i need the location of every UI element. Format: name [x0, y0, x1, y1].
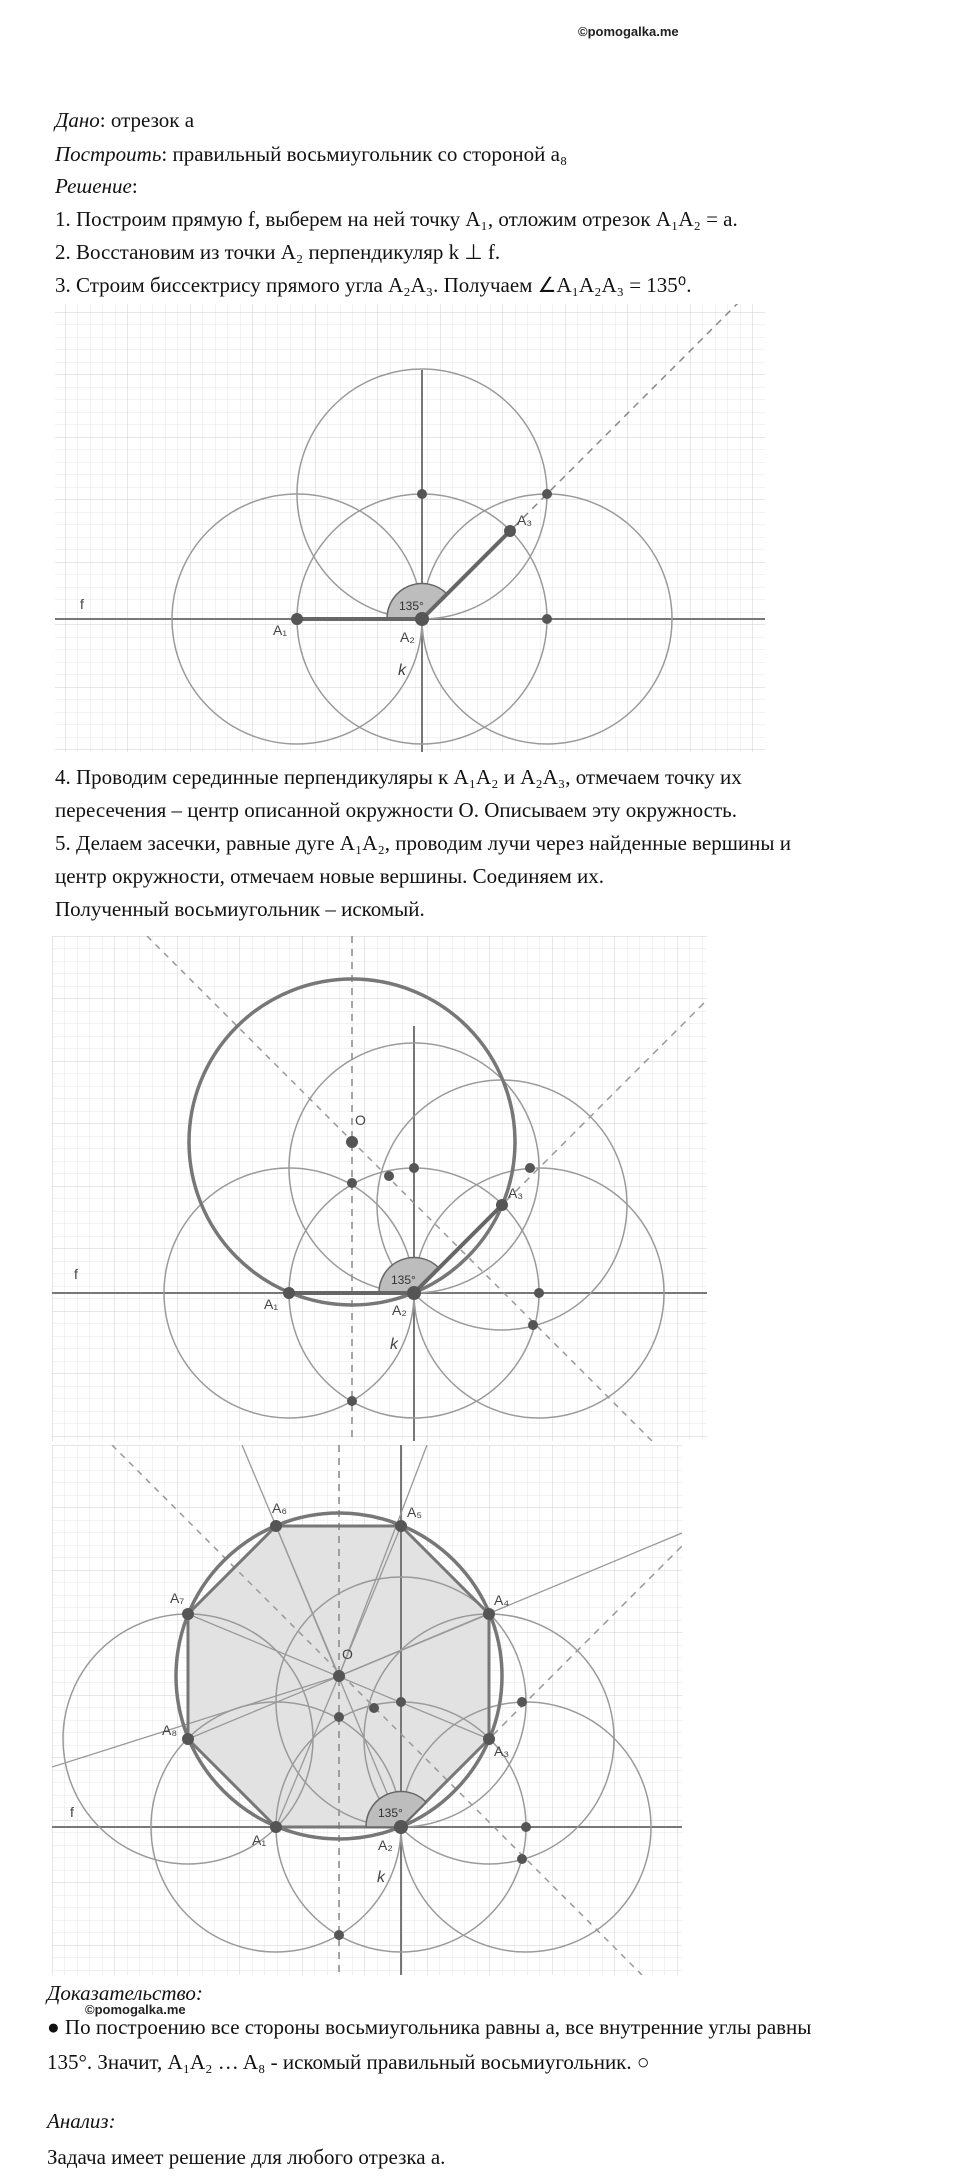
label-a2: A₂ [400, 629, 415, 645]
result-line: Полученный восьмиугольник – искомый. [55, 897, 425, 921]
point-a2 [415, 612, 429, 626]
label-a2: A₂ [392, 1302, 407, 1318]
step-2: 2. Восстановим из точки A₂ перпендикуляр k ⊥ f. [55, 240, 501, 264]
point [534, 1288, 544, 1298]
vertex-a7 [182, 1608, 194, 1620]
vertex-a8 [182, 1733, 194, 1745]
label-angle: 135° [378, 1806, 403, 1820]
given-label: Дано [55, 108, 100, 132]
label-a3: A₃ [517, 512, 533, 528]
point [542, 614, 552, 624]
point [347, 1178, 357, 1188]
label-o: O [355, 1112, 366, 1128]
solution-line [55, 172, 138, 200]
point [417, 489, 427, 499]
point [409, 1163, 419, 1173]
label-a2: A₂ [378, 1837, 393, 1853]
point [525, 1163, 535, 1173]
label-a8: A₈ [162, 1722, 178, 1738]
vertex-a1 [270, 1821, 282, 1833]
step-5: 5. Делаем засечки, равные дуге A₁A₂, проводим лучи через найденные вершины и [55, 831, 791, 855]
point [369, 1703, 379, 1713]
point-a1 [283, 1287, 295, 1299]
label-angle: 135° [391, 1273, 416, 1287]
vertex-a4 [483, 1608, 495, 1620]
point [334, 1930, 344, 1940]
proof-line-1: ● По построению все стороны восьмиугольника равны a, все внутренние углы равны [47, 2015, 812, 2039]
solution-label: Решение [55, 174, 132, 198]
label-k: k [398, 662, 406, 679]
construct-label: Построить [55, 142, 162, 166]
given-line [55, 106, 194, 134]
proof-label: Доказательство: [47, 1981, 203, 2005]
figure-2 [52, 936, 707, 1441]
point-a2 [407, 1286, 421, 1300]
figure-3 [52, 1445, 682, 1975]
point [542, 489, 552, 499]
analysis-text: Задача имеет решение для любого отрезка a. [47, 2145, 446, 2169]
watermark-bottom: ©pomogalka.me [85, 2002, 186, 2017]
label-a5: A₅ [407, 1504, 422, 1520]
label-a1: A₁ [252, 1832, 267, 1848]
label-a3: A₃ [494, 1743, 510, 1759]
label-a3: A₃ [508, 1185, 524, 1201]
vertex-a2 [394, 1820, 408, 1834]
construct-text: : правильный восьмиугольник со стороной a₈ [161, 142, 568, 166]
label-a1: A₁ [264, 1296, 279, 1312]
figure-1 [55, 304, 765, 752]
given-text: : отрезок a [99, 108, 195, 132]
label-o: O [342, 1646, 353, 1662]
label-f: f [70, 1804, 74, 1820]
point [334, 1712, 344, 1722]
point-a1 [291, 613, 303, 625]
point [384, 1171, 394, 1181]
point-o [346, 1136, 358, 1148]
point-a3 [496, 1199, 508, 1211]
analysis-label: Анализ: [47, 2109, 116, 2133]
step-3: 3. Строим биссектрису прямого угла A₂A₃. Получаем ∠A₁A₂A₃ = 135⁰. [55, 273, 692, 297]
label-f: f [74, 1266, 78, 1282]
point [517, 1854, 527, 1864]
step-1: 1. Построим прямую f, выберем на ней точку A₁, отложим отрезок A₁A₂ = a. [55, 207, 738, 231]
point-o [333, 1670, 345, 1682]
point [528, 1320, 538, 1330]
vertex-a6 [270, 1520, 282, 1532]
label-a7: A₇ [170, 1590, 185, 1606]
point [396, 1697, 406, 1707]
label-a6: A₆ [272, 1500, 287, 1516]
step-4-cont: пересечения – центр описанной окружности O. Описываем эту окружность. [55, 798, 737, 822]
step-4: 4. Проводим серединные перпендикуляры к A₁A₂ и A₂A₃, отмечаем точку их [55, 765, 742, 789]
label-a4: A₄ [494, 1592, 510, 1608]
proof-line-2: 135°. Значит, A₁A₂ … A₈ - искомый правильный восьмиугольник. ○ [47, 2050, 650, 2074]
label-angle: 135° [399, 599, 424, 613]
label-k: k [377, 1869, 385, 1886]
point-a3 [504, 525, 516, 537]
solution-colon: : [131, 174, 138, 198]
vertex-a5 [395, 1520, 407, 1532]
label-a1: A₁ [273, 622, 288, 638]
watermark-top: ©pomogalka.me [578, 24, 679, 39]
point [517, 1697, 527, 1707]
construct-line [55, 140, 567, 168]
step-5-cont: центр окружности, отмечаем новые вершины. Соединяем их. [55, 864, 605, 888]
label-f: f [80, 596, 84, 612]
label-k: k [390, 1336, 398, 1353]
point [521, 1822, 531, 1832]
point [347, 1396, 357, 1406]
